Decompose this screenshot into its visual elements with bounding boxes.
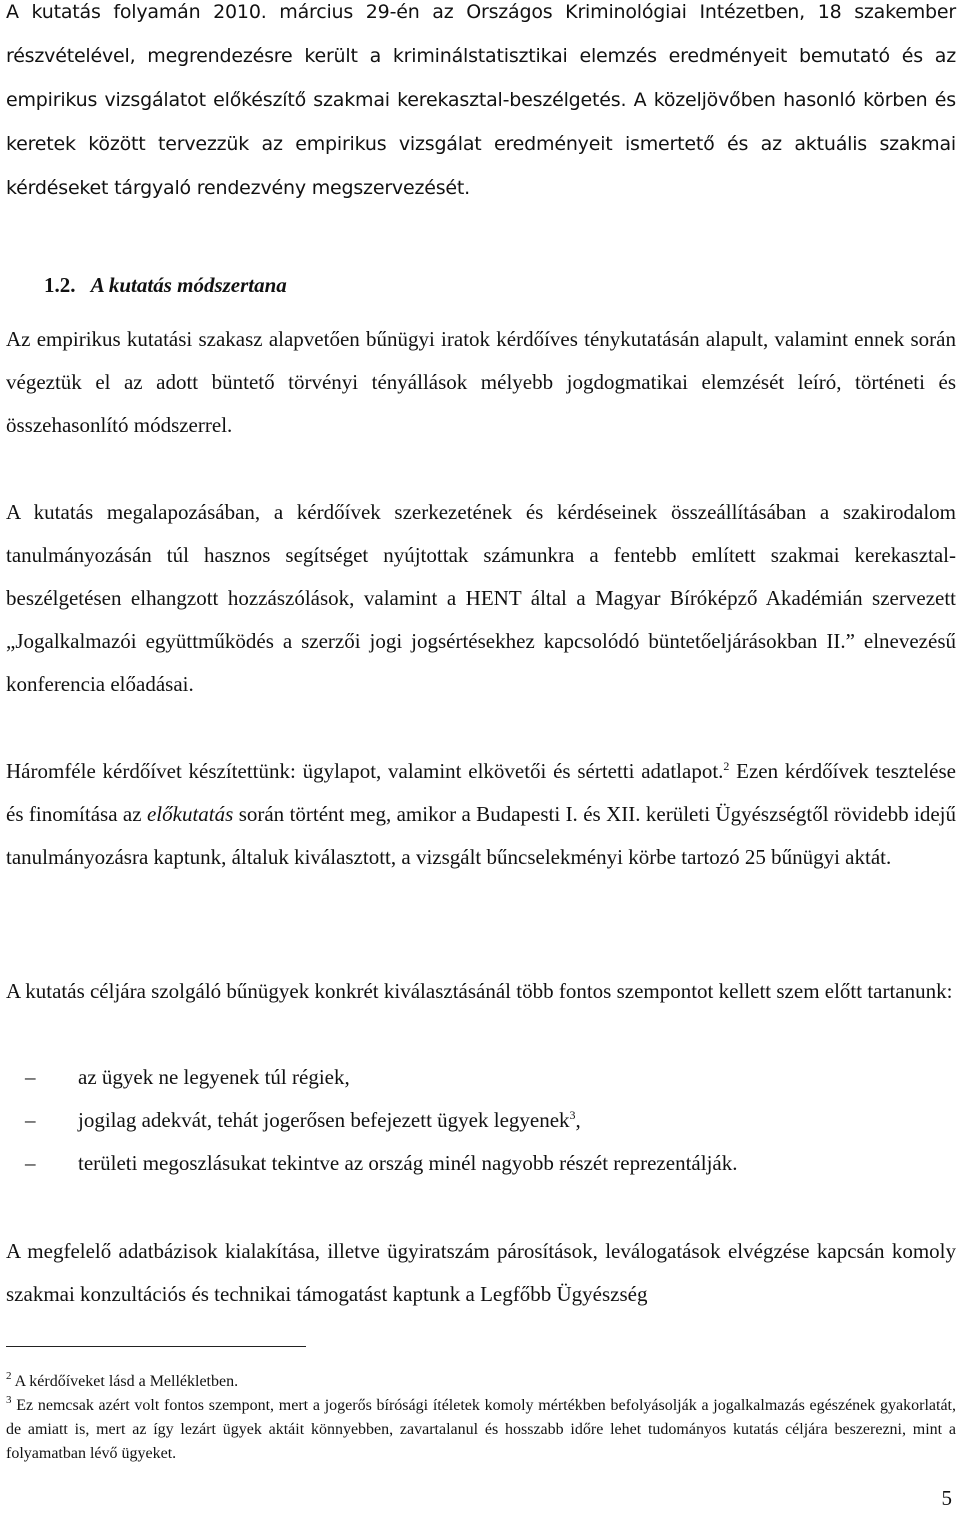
questionnaire-text-3: során történt meg, amikor a Budapesti I. és XII. kerületi Ügyészségtől rövidebb idejű tanulmányozásra kaptunk, általuk kiválasztott, a vizsgált bűncselekményi körbe tartozó 25 bűnügyi aktát. [6, 802, 956, 869]
questionnaire-paragraph [6, 750, 956, 879]
footnote-ref-2[interactable]: 2 [723, 759, 730, 773]
section-heading [44, 265, 287, 305]
methodology-paragraph-1: Az empirikus kutatási szakasz alapvetően bűnügyi iratok kérdőíves ténykutatásán alapult, valamint ennek során végeztük el az adott büntető törvényi tényállások mélyebb jogdogmatikai elemzését leíró, történeti és összehasonlító módszerrel. [6, 327, 956, 437]
database-paragraph: A megfelelő adatbázisok kialakítása, illetve ügyiratszám párosítások, leválogatások elvégzése kapcsán komoly szakmai konzultációs és technikai támogatást kaptunk a Legfőbb Ügyészség [6, 1239, 956, 1306]
page-number: 5 [941, 1486, 952, 1510]
footnote-3 [6, 1394, 956, 1466]
footnote-separator [6, 1346, 306, 1347]
list-item [6, 1056, 737, 1099]
section-title: A kutatás módszertana [90, 273, 287, 297]
footnote-number: 2 [6, 1370, 12, 1382]
section-number: 1.2. [44, 273, 76, 297]
questionnaire-text-2: Ezen kérdőívek tesztelése és finomítása az [6, 759, 956, 826]
list-item [6, 1142, 737, 1185]
dash-bullet: – [25, 1065, 36, 1089]
footnotes [6, 1370, 956, 1466]
intro-paragraph: A kutatás folyamán 2010. március 29-én az Országos Kriminológiai Intézetben, 18 szakember részvételével, megrendezésre került a kriminálstatisztikai elemzés eredményeit bemutató és az empirikus vizsgálatot előkészítő szakmai kerekasztal-beszélgetés. A közeljövőben hasonló körben és keretek között tervezzük az empirikus vizsgálat eredményeit ismertető és az aktuális szakmai kérdéseket tárgyaló rendezvény megszervezését. [6, 1, 956, 199]
footnote-ref-3[interactable]: 3 [569, 1108, 576, 1122]
methodology-paragraph-2: A kutatás megalapozásában, a kérdőívek szerkezetének és kérdéseinek összeállításában a szakirodalom tanulmányozásán túl hasznos segítséget nyújtottak számunkra a fentebb említett szakmai kerekasztal-beszélgetésen elhangzott hozzászólások, valamint a HENT által a Magyar Bíróképző Akadémián szervezett „Jogalkalmazói együttműködés a szerzői jogi jogsértésekhez kapcsolódó büntetőeljárásokban II.” elnevezésű konferencia előadásai. [6, 500, 956, 696]
footnote-2 [6, 1370, 956, 1394]
questionnaire-text-1: Háromféle kérdőívet készítettünk: ügylapot, valamint elkövetői és sértetti adatlapot. [6, 759, 724, 783]
selection-criteria-intro: A kutatás céljára szolgáló bűnügyek konkrét kiválasztásánál több fontos szempontot kellett szem előtt tartanunk: [6, 979, 953, 1003]
footnote-number: 3 [6, 1394, 12, 1406]
dash-bullet: – [25, 1108, 36, 1132]
criterion-punctuation: , [575, 1108, 581, 1132]
criterion-text: jogilag adekvát, tehát jogerősen befejezett ügyek legyenek [78, 1108, 570, 1132]
criterion-text: az ügyek ne legyenek túl régiek, [78, 1065, 350, 1089]
preliminary-research-term: előkutatás [146, 802, 234, 826]
selection-criteria-list [6, 1056, 737, 1185]
footnote-text: A kérdőíveket lásd a Mellékletben. [11, 1373, 239, 1390]
footnote-text: Ez nemcsak azért volt fontos szempont, mert a jogerős bírósági ítéletek komoly mértékben befolyásolják a jogalkalmazás egészének gyakorlatát, de amiatt is, mert az így lezárt ügyek aktáit könnyebben, zavartalanul és hosszabb időre lehet tudományos kutatás céljára beszerezni, mint a folyamatban lévő ügyeket. [6, 1397, 956, 1462]
list-item [6, 1099, 737, 1142]
dash-bullet: – [25, 1151, 36, 1175]
criterion-text: területi megoszlásukat tekintve az ország minél nagyobb részét reprezentálják. [78, 1151, 738, 1175]
